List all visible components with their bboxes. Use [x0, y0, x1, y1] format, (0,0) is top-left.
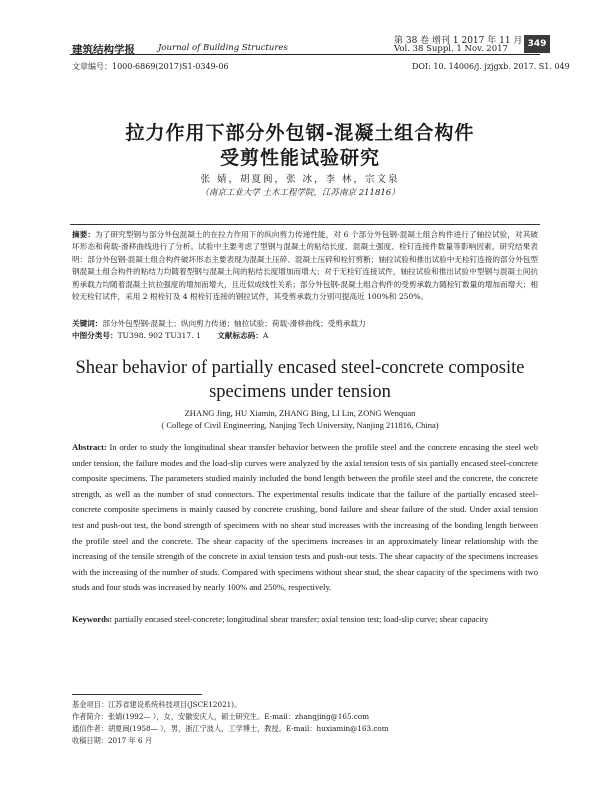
- doc-code: A: [262, 331, 269, 340]
- abstract-cn-text: 为了研究型钢与部分外包混凝土的在拉力作用下的纵向剪力传递性能，对 6 个部分外包钢-混凝土组合构件进行了轴拉试验，对其破坏形态和荷载-滑移曲线进行了分析。试验中主要考虑了型钢与混凝土的粘结长度、混凝土强度、栓钉连接件数量等影响因素。研究结果表明：部分外包钢-混凝土组合构件破坏形态主要表现为混凝土压碎、混凝土压碎和栓钉剪断；轴拉试验和推出试验中无栓钉连接的部分外包型钢混凝土组合构件的粘结力均随着型钢与混凝土间的粘结长度增加而增大；对于无栓钉连接试件，轴拉试验和推出试验中型钢与混凝土间抗剪承载力均随着混凝土抗拉强度的增加而增大，且近似成线性关系；部分外包钢-混凝土组合构件的受剪承载力随栓钉数量的增加而增大；相较无栓钉试件，采用 2 根栓钉及 4 根栓钉连接的钢拉试件，其受剪承载力分别可提高近 100%和 250%。: [72, 230, 539, 302]
- affiliation-cn: （南京工业大学 土木工程学院，江苏南京 211816）: [200, 188, 400, 198]
- keywords-cn: [72, 318, 538, 330]
- footnote-author2: 通信作者：胡夏闽(1958— ），男，浙江宁波人，工学博士，教授。E-mail：huxiamin@163.com: [72, 724, 389, 733]
- keywords-cn-label: 关键词：: [72, 319, 103, 328]
- journal-name-cn: 建筑结构学报: [72, 44, 135, 56]
- title-cn-line2: 受剪性能试验研究: [219, 147, 380, 169]
- keywords-cn-text: 部分外包型钢-混凝土；纵向剪力传递；轴拉试验；荷载-滑移曲线；受剪承载力: [102, 319, 366, 328]
- footnote-received: 收稿日期：2017 年 6 月: [72, 736, 153, 745]
- journal-name-en: Journal of Building Structures: [158, 43, 288, 53]
- abstract-en: [72, 440, 538, 596]
- keywords-en: [72, 612, 538, 628]
- authors-cn: 张 婧，胡夏闽，张 冰，李 林，宗文泉: [200, 174, 400, 185]
- abstract-cn-label: 摘要：: [72, 230, 96, 239]
- article-id: 文章编号：1000-6869(2017)S1-0349-06: [72, 62, 229, 71]
- title-en-line2: specimens under tension: [209, 382, 391, 402]
- clc-label: 中图分类号：: [72, 331, 118, 340]
- abstract-cn: [72, 229, 538, 303]
- keywords-en-label: Keywords:: [72, 614, 113, 624]
- authors-en: ZHANG Jing, HU Xiamin, ZHANG Bing, LI Lin, ZONG Wenquan: [184, 408, 416, 418]
- abstract-en-label: Abstract:: [72, 442, 107, 452]
- classification-cn: [72, 330, 538, 342]
- volume-info-cn: 第 38 卷 增刊 1 2017 年 11 月: [394, 36, 523, 46]
- footnote-rule: [72, 694, 202, 695]
- title-cn-line1: 拉力作用下部分外包钢-混凝土组合构件: [125, 122, 475, 144]
- title-en-line1: Shear behavior of partially encased steel-concrete composite: [75, 358, 525, 378]
- clc-number: TU398. 902 TU317. 1: [117, 331, 201, 340]
- doc-code-label: 文献标志码：: [217, 331, 263, 340]
- header-rule: [70, 54, 540, 55]
- affiliation-en: ( College of Civil Engineering, Nanjing Tech University, Nanjing 211816, China): [161, 420, 439, 430]
- page-number-badge: 349: [524, 35, 550, 53]
- doi: DOI: 10. 14006/j. jzjgxb. 2017. S1. 049: [412, 62, 570, 71]
- footnote-author1: 作者简介：张婧(1992— ），女，安徽安庆人，硕士研究生。E-mail：zhangjing@165.com: [72, 712, 370, 721]
- volume-info-en: Vol. 38 Suppl. 1 Nov. 2017: [394, 44, 508, 54]
- keywords-en-text: partially encased steel-concrete; longitudinal shear transfer; axial tension test; load-slip curve; shear capacity: [114, 614, 489, 624]
- footnote-fund: 基金项目：江苏省建设系统科技项目(JSCE12021)。: [72, 700, 242, 709]
- abstract-en-text: In order to study the longitudinal shear transfer behavior between the profile steel and the concrete encasing the steel web under tension, the failure modes and the load-slip curves were analyzed by the axial tension tests of six partially encased steel-concrete composite specimens. The parameters studied mainly included the bond length between the profile steel and the concrete, the concrete strength, as well as the number of stud connectors. The experimental results indicate that the failure of the partially encased steel-concrete composite specimens is mainly caused by concrete crushing, bond failure and shear failure of the stud. Under axial tension test and push-out test, the bond strength of specimens with no shear stud increases with the increasing of the bonding length between the profile steel and the concrete. The shear capacity of the specimens increases in an approximately linear relationship with the increasing of the tensile strength of the concrete in axial tension tests and push-out tests. The shear capacity of the specimens increases with the increasing of the number of studs. Compared with specimens without shear stud, the shear capacity of the specimens with two studs and four studs was increased by nearly 100% and 250%, respectively.: [72, 442, 538, 593]
- abstract-rule: [70, 224, 540, 225]
